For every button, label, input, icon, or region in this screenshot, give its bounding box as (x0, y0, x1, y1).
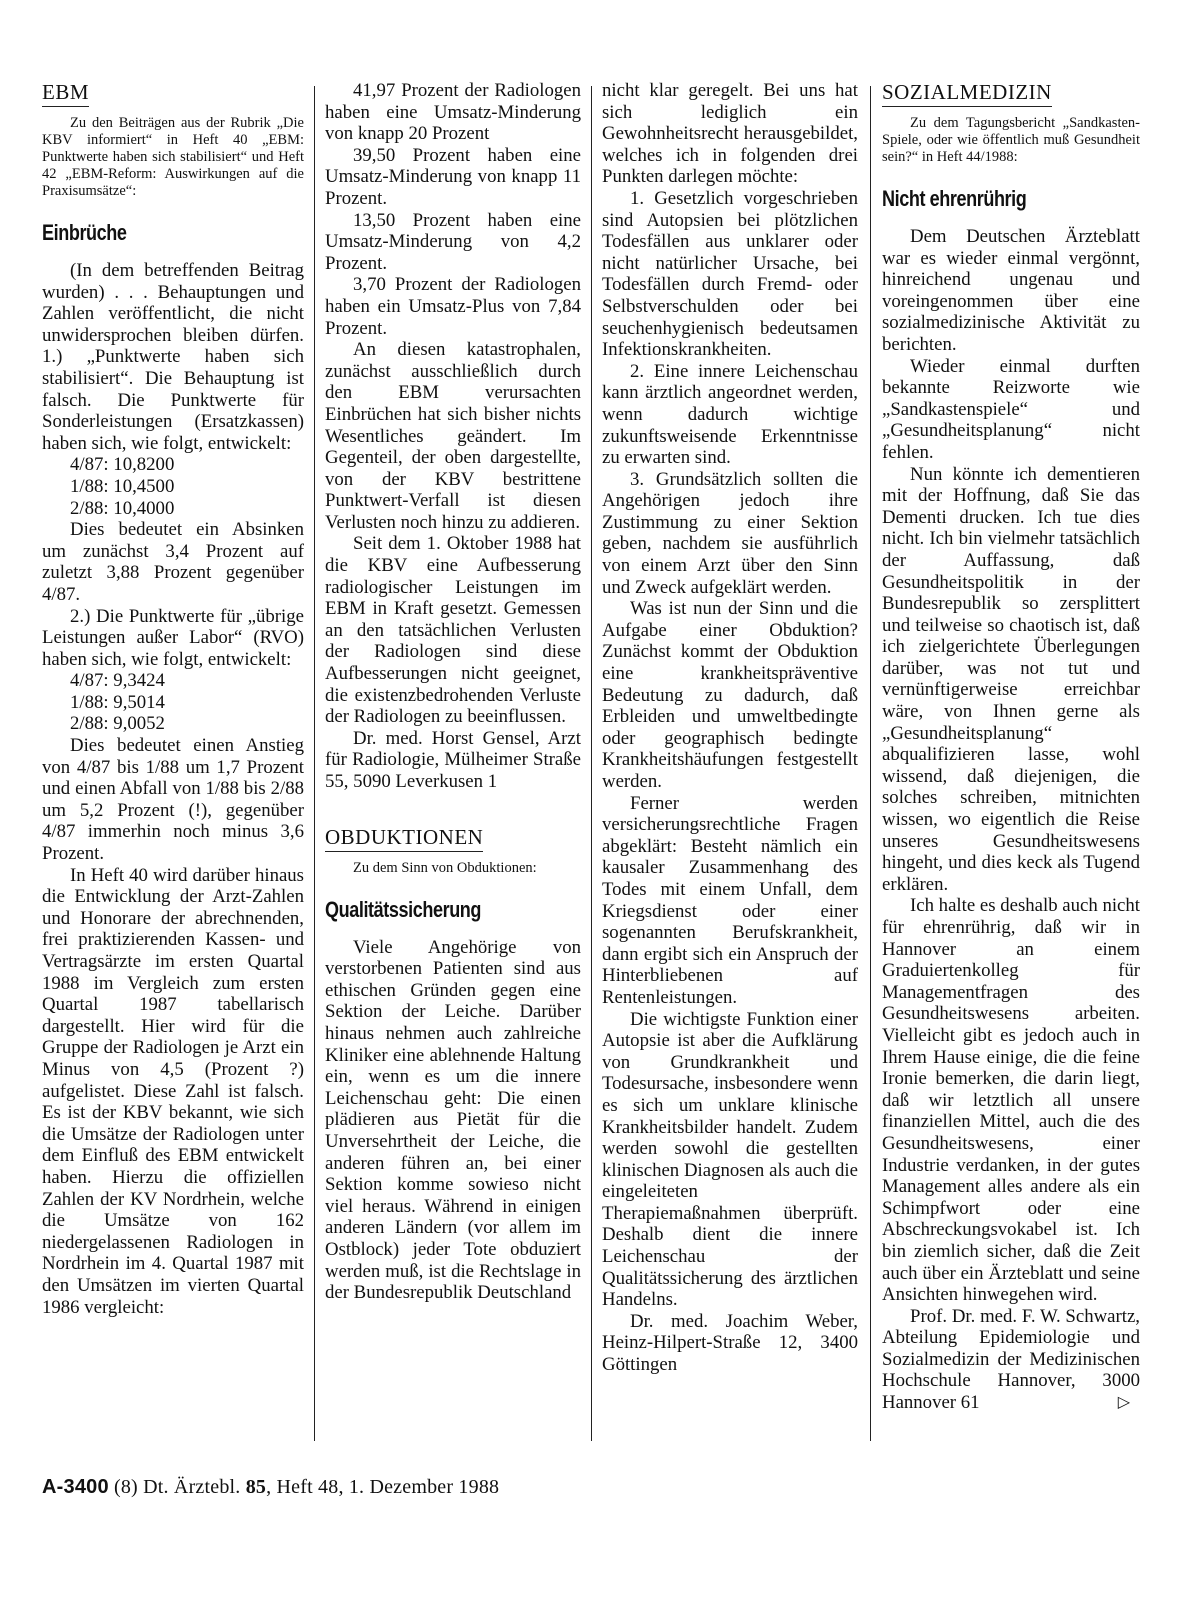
page-number: A-3400 (42, 1476, 109, 1498)
journal-volume: 85 (245, 1476, 267, 1498)
value-row: 1/88: 9,5014 (70, 691, 165, 713)
paragraph: Ich halte es deshalb auch nicht für ehrenrührig, daß wir in Hannover an einem Graduiertenkolleg für Managementfragen des Gesundheitswesens arbeiten. Vielleicht gibt es jedoch auch in Ihrem Hause einige, die die feine Ironie bemerken, die darin liegt, daß wir letztlich all unsere finanziellen Mittel, auch die des Gesundheitswesens, einer Industrie verdanken, in der gutes Management alles andere als ein Schimpfwort oder eine Abschreckungsvokabel ist. Ich bin ziemlich sicher, daß die Zeit auch über ein Ärzteblatt und seine Ansichten hinwegehen wird. (882, 895, 1140, 1306)
column-divider (870, 86, 871, 1441)
column-2 (325, 80, 581, 1304)
column-divider (591, 86, 592, 1441)
signature-text: Prof. Dr. med. F. W. Schwartz, Abteilung Epidemiologie und Sozialmedizin der Medizinischen Hochschule Hannover, 3000 Hannover 61 (882, 1305, 1140, 1414)
headline-qualitaetssicherung: Qualitätssicherung (325, 896, 482, 922)
column-sozialmedizin (882, 80, 1140, 1414)
paragraph: In Heft 40 wird darüber hinaus die Entwicklung der Arzt-Zahlen und Honorare der abrechnenden, frei praktizierenden Kassen- und Vertragsärzte im ersten Quartal 1988 im Vergleich zum ersten Quartal 1987 tabellarisch dargestellt. Hier wird für die Gruppe der Radiologen je Arzt ein Minus von 4,5 (Prozent ?) aufgelistet. Diese Zahl ist falsch. Es ist der KBV bekannt, wie sich die Umsätze der Radiologen unter dem Einfluß des EBM entwickelt haben. Hierzu die offiziellen Zahlen der KV Nordrhein, welche die Umsätze von 162 niedergelassenen Radiologen in Nordrhein im 4. Quartal 1987 mit den Umsätzen im vierten Quartal 1986 vergleicht: (42, 864, 304, 1318)
paragraph: Viele Angehörige von verstorbenen Patienten sind aus ethischen Gründen gegen eine Sektion der Leiche. Darüber hinaus nehmen auch zahlreiche Kliniker eine ablehnende Haltung ein, wenn es um die innere Leichenschau geht: Die einen plädieren aus Pietät für die Unversehrtheit der Leiche, die anderen führen an, bei einer Sektion komme sowieso nicht viel heraus. Während in einigen anderen Ländern (vor allem im Ostblock) jeder Tote obduziert werden muß, ist die Rechtslage in der Bundesrepublik Deutschland (325, 936, 581, 1304)
column-ebm (42, 80, 304, 1318)
paragraph: 3. Grundsätzlich sollten die Angehörigen jedoch ihre Zustimmung zu einer Sektion geben, nachdem sie ausführlich von einem Arzt über den Sinn und Zweck aufgeklärt werden. (602, 468, 858, 598)
paragraph: An diesen katastrophalen, zunächst ausschließlich durch den EBM verursachten Einbrüchen hat sich bisher nichts Wesentliches geändert. Im Gegenteil, der oben dargestellte, von der KBV bestrittene Punktwert-Verfall ist diesen Verlusten noch hinzu zu addieren. (325, 339, 581, 533)
paragraph: 1. Gesetzlich vorgeschrieben sind Autopsien bei plötzlichen Todesfällen aus unklarer oder nicht natürlicher Ursache, bei Todesfällen durch Fremd- oder Selbstverschulden oder bei seuchenhygienisch bedeutsamen Infektionskrankheiten. (602, 187, 858, 361)
headline-einbrueche: Einbrüche (42, 220, 127, 245)
signature: Dr. med. Horst Gensel, Arzt für Radiologie, Mülheimer Straße 55, 5090 Leverkusen 1 (325, 727, 581, 792)
paragraph: 41,97 Prozent der Radiologen haben eine Umsatz-Minderung von knapp 20 Prozent (325, 80, 581, 145)
headline-nicht-ehrenruehrig: Nicht ehrenrührig (882, 186, 1027, 211)
column-3 (602, 80, 858, 1376)
paragraph: 2.) Die Punktwerte für „übrige Leistungen außer Labor“ (RVO) haben sich, wie folgt, entwickelt: (42, 605, 304, 670)
rubric-obduktionen: OBDUKTIONEN (325, 825, 483, 852)
value-row: 1/88: 10,4500 (70, 475, 175, 497)
paragraph: Dies bedeutet ein Absinken um zunächst 3,4 Prozent auf zuletzt 3,88 Prozent gegenüber 4/87. (42, 519, 304, 605)
value-row: 2/88: 10,4000 (70, 497, 175, 519)
paragraph: 39,50 Prozent haben eine Umsatz-Minderung von knapp 11 Prozent. (325, 144, 581, 209)
paragraph: Was ist nun der Sinn und die Aufgabe einer Obduktion? Zunächst kommt der Obduktion eine krankheitspräventive Bedeutung zu dadurch, daß Erbleiden und umweltbedingte oder geographisch bedingte Krankheitshäufungen festgestellt werden. (602, 598, 858, 792)
paragraph: Die wichtigste Funktion einer Autopsie ist aber die Aufklärung von Grundkrankheit und Todesursache, insbesondere wenn es sich um unklare klinische Krankheitsbilder handelt. Zudem werden sowohl die gestellten klinischen Diagnosen als auch die eingeleiteten Therapiemaßnahmen überprüft. Deshalb dient die innere Leichenschau der Qualitätssicherung des ärztlichen Handelns. (602, 1008, 858, 1311)
paragraph: Wieder einmal durften bekannte Reizworte wie „Sandkastenspiele“ und „Gesundheitsplanung“ nicht fehlen. (882, 355, 1140, 463)
paragraph: Dem Deutschen Ärzteblatt war es wieder einmal vergönnt, hinreichend ungenau und voreingenommen über eine sozialmedizinische Aktivität zu berichten. (882, 226, 1140, 355)
page-footer (42, 1476, 499, 1499)
letter-intro: Zu den Beiträgen aus der Rubrik „Die KBV informiert“ in Heft 40 „EBM: Punktwerte haben sich stabilisiert“ und Heft 42 „EBM-Reform: Auswirkungen auf die Praxisumsätze“: (42, 115, 304, 199)
rubric-ebm: EBM (42, 80, 89, 107)
paragraph: 13,50 Prozent haben eine Umsatz-Minderung von 4,2 Prozent. (325, 209, 581, 274)
paragraph: (In dem betreffenden Beitrag wurden) . . . Behauptungen und Zahlen veröffentlicht, die nicht unwidersprochen bleiben dürfen. 1.) „Punktwerte haben sich stabilisiert“. Die Behauptung ist falsch. Die Punktwerte für Sonderleistungen (Ersatzkassen) haben sich, wie folgt, entwickelt: (42, 260, 304, 454)
page-sequence: (8) (114, 1476, 138, 1498)
paragraph: Ferner werden versicherungsrechtliche Fragen abgeklärt: Besteht nämlich ein kausaler Zusammenhang des Todes mit einem Unfall, dem Kriegsdienst oder einer sogenannten Berufskrankheit, dann ergibt sich ein Anspruch der Hinterbliebenen auf Rentenleistungen. (602, 792, 858, 1008)
rubric-sozialmedizin: SOZIALMEDIZIN (882, 80, 1052, 107)
signature (882, 1306, 1140, 1414)
journal-name: Dt. Ärztebl. (143, 1476, 241, 1498)
paragraph: Seit dem 1. Oktober 1988 hat die KBV eine Aufbesserung radiologischer Leistungen im EBM in Kraft gesetzt. Gemessen an den tatsächlichen Verlusten der Radiologen sind diese Aufbesserungen nicht geeignet, die existenzbedrohenden Verluste der Radiologen zu beeinflussen. (325, 533, 581, 728)
issue-date: , Heft 48, 1. Dezember 1988 (266, 1476, 500, 1498)
paragraph: Dies bedeutet einen Anstieg von 4/87 bis 1/88 um 1,7 Prozent und einen Abfall von 1/88 bis 2/88 um 5,2 Prozent (!), gegenüber 4/87 immerhin noch minus 3,6 Prozent. (42, 735, 304, 865)
paragraph: Nun könnte ich dementieren mit der Hoffnung, daß Sie das Dementi drucken. Ich tue dies nicht. Ich bin vielmehr tatsächlich der Auffassung, daß Gesundheitspolitik in der Bundesrepublik so zersplittert und teilweise so chaotisch ist, daß ich zielgerichtete Überlegungen darüber, was not tut und vernünftigerweise erreichbar wäre, von Ihnen gerne als „Gesundheitsplanung“ abqualifizieren lasse, wohl wissend, daß diejenigen, die solches schreiben, mitnichten wissen, wo eigentlich die Reise unseres Gesundheitswesens hingeht, und dies keck als Tugend erklären. (882, 463, 1140, 895)
paragraph: nicht klar geregelt. Bei uns hat sich lediglich ein Gewohnheitsrecht herausgebildet, welches ich in folgenden drei Punkten darlegen möchte: (602, 80, 858, 188)
letter-intro: Zu dem Tagungsbericht „Sandkasten-Spiele, oder wie öffentlich muß Gesundheit sein?“ in Heft 44/1988: (882, 115, 1140, 165)
column-divider (314, 86, 315, 1441)
value-row: 4/87: 10,8200 (70, 454, 175, 476)
signature: Dr. med. Joachim Weber, Heinz-Hilpert-Straße 12, 3400 Göttingen (602, 1310, 858, 1376)
letter-intro: Zu dem Sinn von Obduktionen: (353, 859, 537, 876)
paragraph: 3,70 Prozent der Radiologen haben ein Umsatz-Plus von 7,84 Prozent. (325, 274, 581, 339)
continue-arrow-icon: ▷ (1117, 1394, 1130, 1412)
value-row: 4/87: 9,3424 (70, 670, 165, 692)
paragraph: 2. Eine innere Leichenschau kann ärztlich angeordnet werden, wenn dadurch wichtige zukunftsweisende Erkenntnisse zu erwarten sind. (602, 360, 858, 469)
value-row: 2/88: 9,0052 (70, 713, 165, 735)
